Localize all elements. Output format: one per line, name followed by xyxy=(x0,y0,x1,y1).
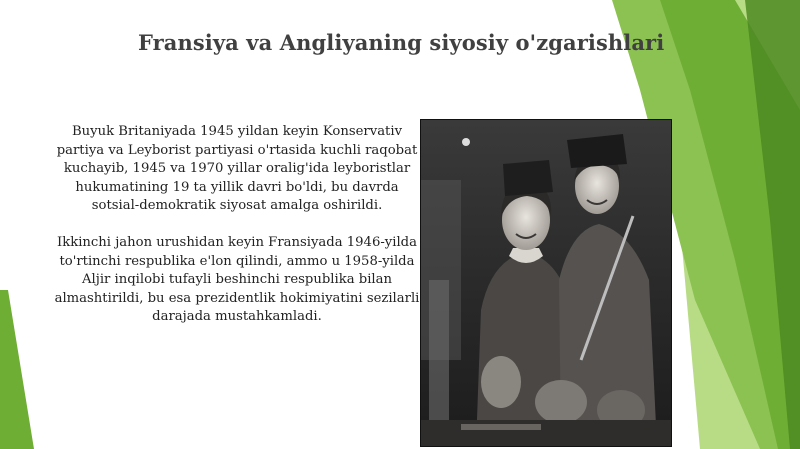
body-text xyxy=(52,123,422,327)
paragraph-britain: Buyuk Britaniyada 1945 yildan keyin Konservativ partiya va Leyborist partiyasi o'rtasida kuchli raqobat kuchayib, 1945 va 1970 yillar oralig'ida leyboristlar hukumatining 19 ta yillik davri bo'ldi, bu davrda sotsial-demokratik siyosat amalga oshirildi. xyxy=(56,124,418,214)
photo-welders-icon xyxy=(421,120,671,446)
slide-title: Fransiya va Angliyaning siyosiy o'zgarishlari xyxy=(138,30,665,55)
paragraph-france: Ikkinchi jahon urushidan keyin Fransiyada 1946-yilda to'rtinchi respublika e'lon qilindi, ammo u 1958-yilda Aljir inqilobi tufayli beshinchi respublika bilan almashtirildi, bu esa prezidentlik hokimiyatini sezilarli darajada mustahkamladi. xyxy=(54,234,420,325)
historical-photo xyxy=(420,119,672,447)
